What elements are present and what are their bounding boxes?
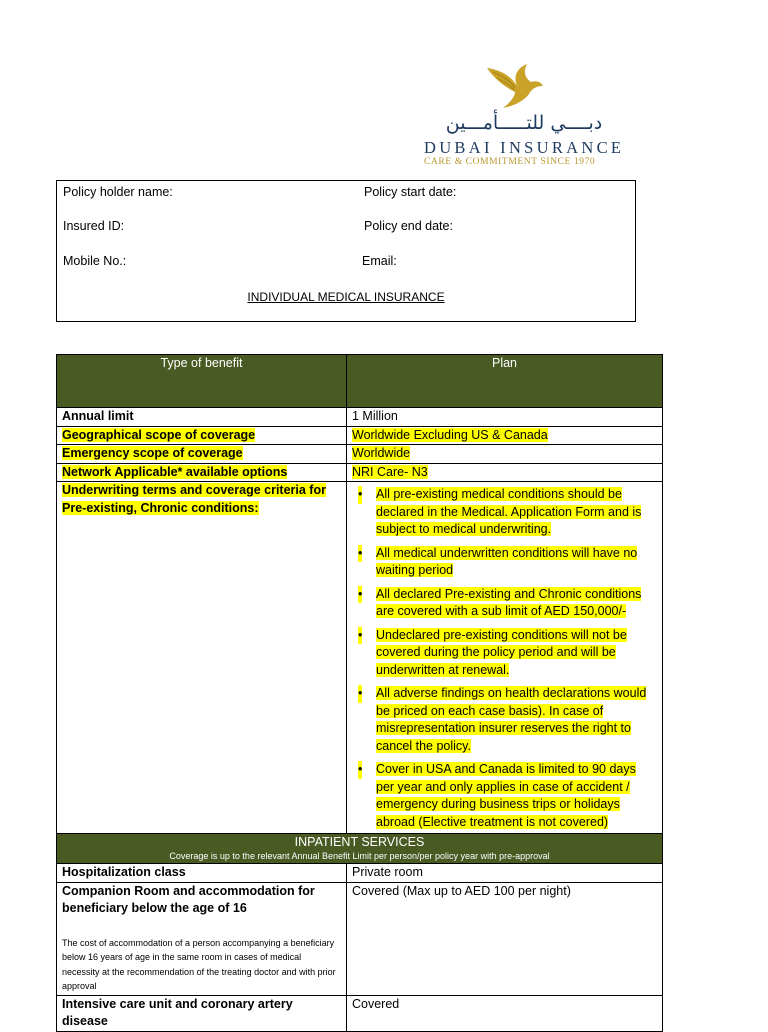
benefit-annual-limit: Annual limit: [62, 409, 134, 423]
list-item: • All pre-existing medical conditions should be declared in the Medical. Application Form and is subject to medical underwriting.: [376, 486, 657, 539]
logo-tagline: CARE & COMMITMENT SINCE 1970: [424, 157, 596, 167]
list-item: • All adverse findings on health declarations would be priced on each case basis). In case of misrepresentation insurer reserves the right to cancel the policy.: [376, 685, 657, 755]
benefit-companion-room-line1: Companion Room and accommodation for: [62, 883, 315, 898]
benefit-hospitalization-class: Hospitalization class: [62, 865, 186, 879]
column-header-plan: Plan: [347, 355, 663, 408]
inpatient-services-subtitle: Coverage is up to the relevant Annual Benefit Limit per person/per policy year with pre-approval: [169, 851, 550, 861]
table-row: [57, 995, 663, 1031]
policy-start-date-label: Policy start date:: [364, 185, 457, 199]
plan-companion-room: Covered (Max up to AED 100 per night): [352, 883, 571, 898]
policy-holder-name-label: Policy holder name:: [63, 185, 173, 199]
underwriting-bullet-list: [352, 486, 657, 831]
plan-geographical-scope: Worldwide Excluding US & Canada: [352, 427, 548, 442]
mobile-number-label: Mobile No.:: [63, 254, 127, 268]
plan-annual-limit: 1 Million: [352, 409, 398, 423]
plan-intensive-care: Covered: [352, 996, 400, 1011]
table-row: [57, 482, 663, 834]
list-item: • All medical underwritten conditions will have no waiting period: [376, 545, 657, 580]
benefit-underwriting-line2: Pre-existing, Chronic conditions:: [62, 500, 259, 515]
policy-info-box: [56, 180, 636, 322]
plan-network: NRI Care- N3: [352, 464, 428, 479]
table-header-row: [57, 355, 663, 408]
benefit-underwriting-line1: Underwriting terms and coverage criteria for: [62, 483, 326, 497]
benefit-companion-room-line2: beneficiary below the age of 16: [62, 901, 247, 915]
benefit-intensive-care: Intensive care unit and coronary artery disease: [62, 996, 293, 1028]
list-item: • All declared Pre-existing and Chronic conditions are covered with a sub limit of AED 150,000/-: [376, 586, 657, 621]
column-header-type-of-benefit: Type of benefit: [57, 355, 347, 408]
table-row: [57, 408, 663, 427]
email-label: Email:: [362, 254, 397, 268]
table-row: [57, 864, 663, 883]
document-title: INDIVIDUAL MEDICAL INSURANCE: [247, 290, 445, 304]
list-item: • Undeclared pre-existing conditions will not be covered during the policy period and will be underwritten at renewal.: [376, 627, 657, 680]
company-logo: [420, 58, 635, 170]
logo-brand-name: DUBAI INSURANCE: [424, 138, 625, 157]
benefit-geographical-scope: Geographical scope of coverage: [62, 427, 256, 442]
plan-hospitalization-class: Private room: [352, 865, 423, 879]
logo-arabic-text: دبــــي للتـــــأمـــين: [445, 112, 603, 134]
inpatient-services-section-header: [57, 834, 663, 864]
list-item: • Cover in USA and Canada is limited to 90 days per year and only applies in case of accident / emergency during business trips or holidays abroad (Elective treatment is not covered): [376, 761, 657, 831]
companion-room-note: The cost of accommodation of a person accompanying a beneficiary below 16 years of age in the same room in cases of medical necessity at the recommendation of the treating doctor and with prior approval: [62, 937, 336, 991]
insured-id-label: Insured ID:: [63, 219, 125, 233]
table-row: [57, 426, 663, 445]
benefit-network: Network Applicable* available options: [62, 464, 288, 479]
table-row: [57, 463, 663, 482]
benefit-emergency-scope: Emergency scope of coverage: [62, 446, 243, 460]
inpatient-services-title: INPATIENT SERVICES: [294, 835, 425, 849]
falcon-icon: [483, 62, 547, 110]
benefits-table: [56, 354, 663, 1032]
table-row: [57, 445, 663, 464]
table-row: [57, 882, 663, 995]
policy-end-date-label: Policy end date:: [364, 219, 453, 233]
plan-emergency-scope: Worldwide: [352, 446, 411, 460]
